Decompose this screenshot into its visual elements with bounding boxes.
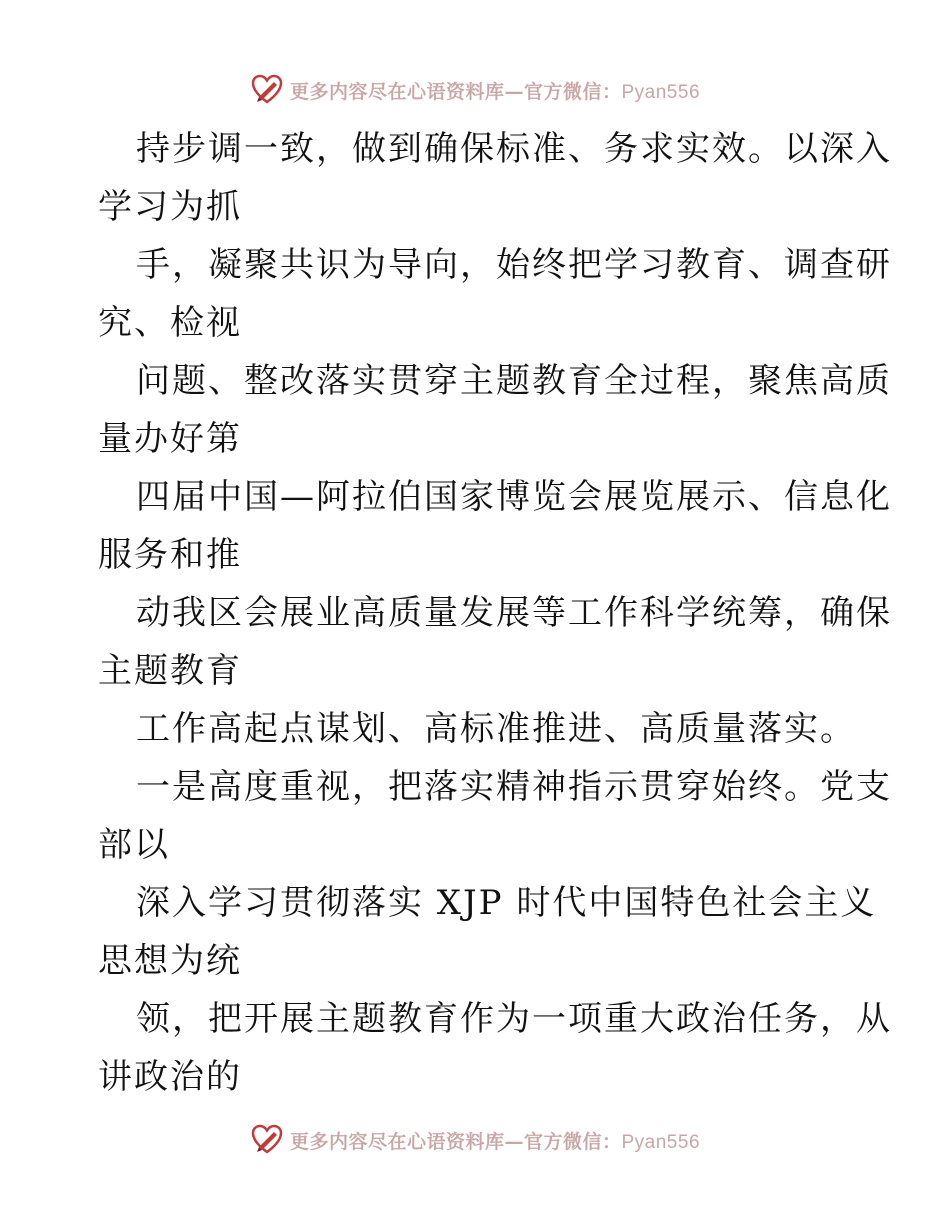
- text-line: 持步调一致，做到确保标准、务求实效。以深入: [136, 129, 892, 169]
- text-line: 工作高起点谋划、高标准推进、高质量落实。: [136, 709, 856, 749]
- footer-watermark: [0, 1120, 950, 1160]
- text-line: 四届中国—阿拉伯国家博览会展览展示、信息化: [136, 477, 892, 517]
- heart-pen-logo-icon: [250, 1123, 284, 1157]
- document-body: [98, 120, 892, 1106]
- watermark-handle: Pyan556: [621, 81, 701, 103]
- text-line: 手，凝聚共识为导向，始终把学习教育、调查研: [136, 245, 892, 285]
- text-line: 动我区会展业高质量发展等工作科学统筹，确保: [136, 593, 892, 633]
- watermark-handle: Pyan556: [621, 1131, 701, 1153]
- text-line: 问题、整改落实贯穿主题教育全过程，聚焦高质: [136, 361, 892, 401]
- text-line: 学习为抓: [98, 187, 242, 227]
- text-line: 思想为统: [98, 941, 242, 981]
- text-line: 部以: [98, 825, 170, 865]
- heart-pen-logo-icon: [250, 73, 284, 107]
- header-watermark: [0, 70, 950, 110]
- text-line: 究、检视: [98, 303, 242, 343]
- text-line: 服务和推: [98, 535, 242, 575]
- watermark-text: [290, 77, 700, 104]
- text-line: 讲政治的: [98, 1057, 242, 1097]
- watermark-main-text: 更多内容尽在心语资料库—官方微信：: [289, 80, 622, 103]
- text-line: 量办好第: [98, 419, 242, 459]
- text-line: 深入学习贯彻落实 XJP 时代中国特色社会主义: [136, 883, 877, 923]
- watermark-main-text: 更多内容尽在心语资料库—官方微信：: [289, 1130, 622, 1153]
- text-line: 一是高度重视，把落实精神指示贯穿始终。党支: [136, 767, 892, 807]
- text-line: 领，把开展主题教育作为一项重大政治任务，从: [136, 999, 892, 1039]
- watermark-text: [290, 1127, 700, 1154]
- text-line: 主题教育: [98, 651, 242, 691]
